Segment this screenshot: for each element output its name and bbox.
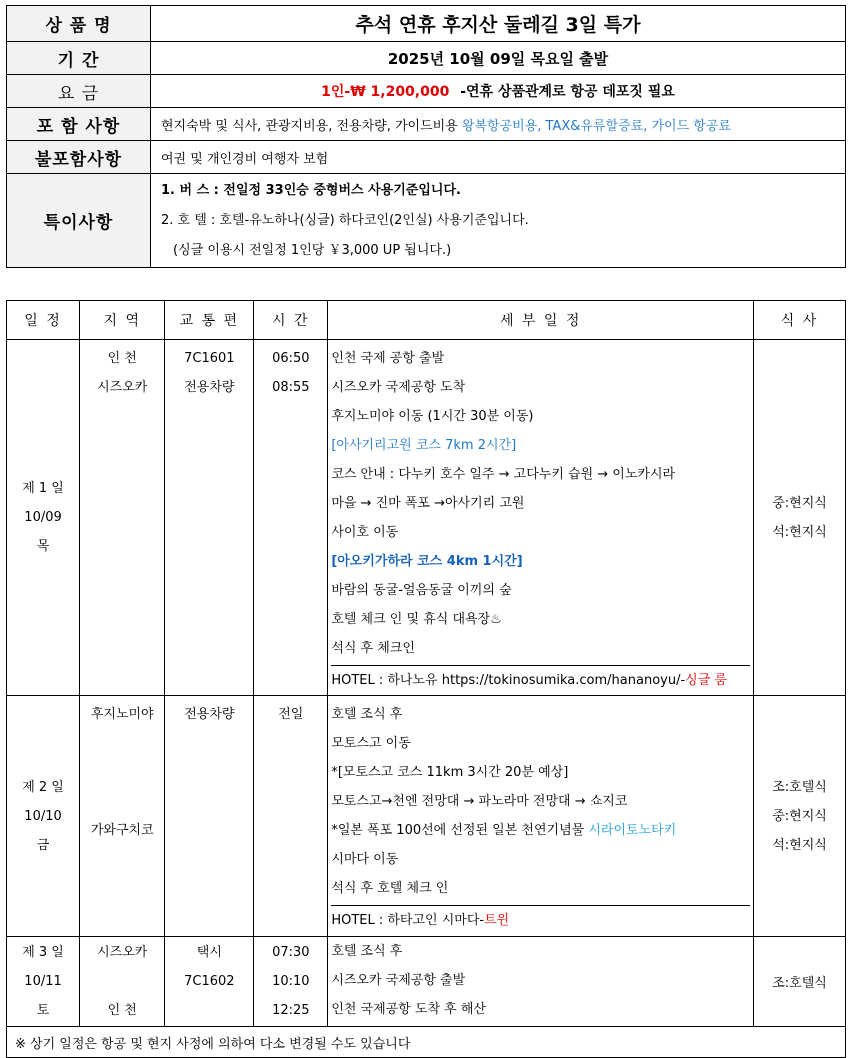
day1-day-cell: [7, 340, 80, 696]
exclude-value: 여권 및 개인경비 여행자 보험: [151, 141, 846, 174]
day2-detail: *[모토스고 코스 11km 3시간 20분 예상]: [331, 765, 569, 780]
day3-transport-2: 7C1602: [184, 974, 235, 989]
day1-meal-2: 석:현지식: [772, 524, 827, 540]
day2-meal-3: 석:현지식: [772, 837, 827, 853]
day2-detail-cell: [328, 696, 754, 937]
day1-hotel-name: HOTEL : 하나노유 https://tokinosumika.com/hananoyu/-: [331, 673, 686, 688]
header-day: 일 정: [7, 301, 80, 340]
day3-detail: 호텔 조식 후: [331, 944, 403, 959]
day3-date: 10/11: [24, 974, 62, 989]
period-value: 2025년 10월 09일 목요일 출발: [151, 42, 846, 75]
special-bus: 1. 버 스 : 전일정 33인승 중형버스 사용기준입니다.: [161, 182, 461, 198]
fee-price: 1인-₩ 1,200,000: [321, 84, 450, 100]
day2-meal-1: 조:호텔식: [772, 779, 827, 795]
day3-region-1: 시즈오카: [97, 945, 148, 960]
include-label: 포 함 사항: [7, 108, 151, 141]
header-region: 지 역: [80, 301, 165, 340]
day3-day-cell: [7, 937, 80, 1027]
day3-time-3: 12:25: [272, 1003, 310, 1018]
day2-detail: 모토스고→천엔 전망대 → 파노라마 전망대 → 쇼지코: [331, 794, 628, 809]
day2-meal-cell: [754, 696, 846, 937]
day2-weekday: 금: [36, 837, 50, 853]
itinerary-header-row: [7, 301, 846, 340]
day2-detail-waterfall-text: *일본 폭포 100선에 선정된 일본 천연기념물: [331, 823, 585, 838]
day1-weekday: 목: [36, 539, 50, 554]
day1-detail: 사이호 이동: [331, 525, 399, 540]
day1-region-cell: [80, 340, 165, 696]
day2-row: [7, 696, 846, 937]
day1-region-1: 인 천: [107, 351, 137, 366]
day2-region-2: 가와구치코: [90, 823, 154, 838]
day2-detail: 호텔 조식 후: [331, 707, 403, 722]
day1-detail: 바람의 동굴-얼음동굴 이끼의 숲: [331, 583, 512, 598]
day2-day: 제 2 일: [22, 779, 64, 795]
special-value: [151, 174, 846, 268]
day1-detail: 시즈오카 국제공항 도착: [331, 380, 466, 395]
footnote-row: [7, 1027, 846, 1058]
day3-region-cell: [80, 937, 165, 1027]
day3-time-cell: [254, 937, 328, 1027]
footnote: ※ 상기 일정은 항공 및 현지 사정에 의하여 다소 변경될 수도 있습니다: [7, 1027, 846, 1058]
day1-detail: 후지노미야 이동 (1시간 30분 이동): [331, 409, 534, 424]
day1-date: 10/09: [24, 510, 62, 525]
period-label: 기 간: [7, 42, 151, 75]
include-text: 현지숙박 및 식사, 관광지비용, 전용차량, 가이드비용: [161, 118, 458, 134]
day2-time-cell: [254, 696, 328, 937]
day2-detail: 모토스고 이동: [331, 736, 411, 751]
day2-detail: 시마다 이동: [331, 852, 399, 867]
fee-label: 요 금: [7, 75, 151, 108]
day1-hotel-room: 싱글 룸: [685, 673, 727, 688]
day1-detail-course-asagiri: [아사기리고원 코스 7km 2시간]: [331, 438, 517, 453]
product-label: 상 품 명: [7, 6, 151, 42]
header-detail: 세 부 일 정: [328, 301, 754, 340]
day1-meal-cell: [754, 340, 846, 696]
day2-region-1: 후지노미야: [90, 707, 154, 722]
day1-time-cell: [254, 340, 328, 696]
day2-transport-1: 전용차량: [184, 707, 235, 722]
day3-meal-cell: [754, 937, 846, 1027]
header-transport: 교 통 편: [165, 301, 254, 340]
day3-detail: 인천 국제공항 도착 후 해산: [331, 1002, 486, 1017]
day3-region-2: 인 천: [107, 1003, 137, 1018]
day1-hotel: [331, 665, 750, 695]
day3-row: [7, 937, 846, 1027]
special-hotel: 2. 호 텔 : 호텔-유노하나(싱글) 하다코인(2인실) 사용기준입니다.: [161, 212, 529, 228]
day1-transport-cell: [165, 340, 254, 696]
day2-region-cell: [80, 696, 165, 937]
day1-detail-cell: [328, 340, 754, 696]
day1-detail: 호텔 체크 인 및 휴식 대욕장♨: [331, 612, 502, 627]
day3-transport-1: 택시: [196, 945, 222, 960]
day2-detail: 석식 후 호텔 체크 인: [331, 881, 449, 896]
day1-row: [7, 340, 846, 696]
day1-time-1: 06:50: [272, 351, 310, 366]
day1-detail-course-aokigahara: [아오키가하라 코스 4km 1시간]: [331, 554, 523, 569]
day2-time-1: 전일: [278, 707, 304, 722]
day3-detail-cell: [328, 937, 754, 1027]
day1-day: 제 1 일: [22, 481, 64, 496]
itinerary-table: [6, 300, 846, 1058]
day2-hotel: [331, 905, 750, 935]
day1-detail: 코스 안내 : 다누키 호수 일주 → 고다누키 습원 → 이노카시라: [331, 467, 676, 482]
day3-weekday: 토: [36, 1003, 50, 1018]
day1-detail: 마을 → 진마 폭포 →아사기리 고원: [331, 496, 525, 511]
product-title: 추석 연휴 후지산 둘레길 3일 특가: [151, 6, 846, 42]
day3-day: 제 3 일: [22, 945, 64, 960]
day1-transport-1: 7C1601: [184, 351, 235, 366]
fee-note: -연휴 상품관계로 항공 데포짓 필요: [460, 84, 675, 100]
header-time: 시 간: [254, 301, 328, 340]
day1-region-2: 시즈오카: [97, 380, 148, 395]
day2-meal-2: 중:현지식: [772, 808, 827, 824]
day2-hotel-room: 트윈: [484, 913, 510, 928]
day1-detail: 인천 국제 공항 출발: [331, 351, 445, 366]
day1-detail: 석식 후 체크인: [331, 641, 415, 656]
day3-detail: 시즈오카 국제공항 출발: [331, 973, 466, 988]
fee-value: [151, 75, 846, 108]
day1-meal-1: 중:현지식: [772, 495, 827, 511]
exclude-label: 불포함사항: [7, 141, 151, 174]
day2-detail-waterfall: [331, 816, 750, 845]
day1-transport-2: 전용차량: [184, 380, 235, 395]
special-single-note: (싱글 이용시 전일정 1인당 ￥3,000 UP 됩니다.): [173, 242, 452, 258]
day2-detail-waterfall-name: 시라이토노타키: [588, 823, 677, 838]
day2-date: 10/10: [24, 808, 62, 824]
day3-time-2: 10:10: [272, 974, 310, 989]
day3-time-1: 07:30: [272, 945, 310, 960]
header-meal: 식 사: [754, 301, 846, 340]
include-extra: 왕복항공비용, TAX&유류할증료, 가이드 항공료: [461, 118, 731, 134]
include-value: [151, 108, 846, 141]
special-label: 특이사항: [7, 174, 151, 268]
day2-transport-cell: [165, 696, 254, 937]
day3-meal-1: 조:호텔식: [772, 976, 827, 991]
day3-transport-cell: [165, 937, 254, 1027]
day2-day-cell: [7, 696, 80, 937]
product-info-table: [6, 5, 846, 268]
day1-time-2: 08:55: [272, 380, 310, 395]
day2-hotel-name: HOTEL : 하타고인 시마다-: [331, 913, 485, 928]
